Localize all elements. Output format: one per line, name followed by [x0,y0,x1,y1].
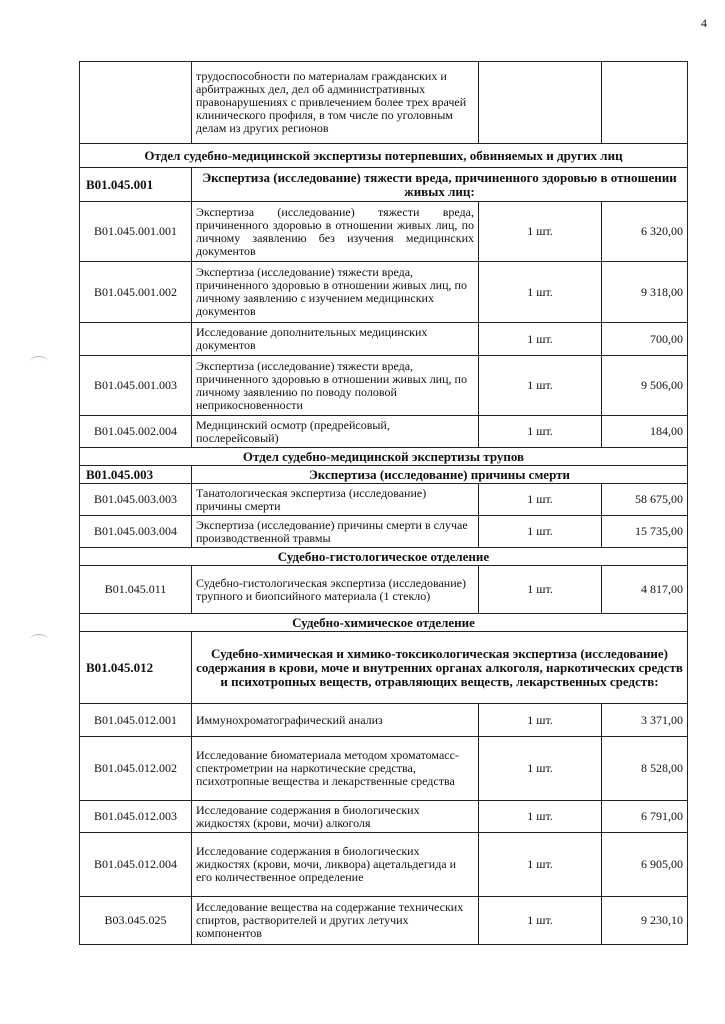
unit-cell: 1 шт. [479,704,602,737]
service-description: Исследование биоматериала методом хроматомасс-спектрометрии на наркотические средства, психотропные вещества и лекарственные средства [192,737,479,801]
punch-hole-mark [30,356,48,367]
table-row [80,833,688,897]
price-cell: 184,00 [602,416,688,448]
page-number: 4 [701,16,707,30]
service-description: Судебно-гистологическая экспертиза (исследование) трупного и биопсийного материала (1 стекло) [192,566,479,614]
unit-cell: 1 шт. [479,202,602,262]
service-description: трудоспособности по материалам гражданских и арбитражных дел, дел об административных правонарушениях с привлечением более трех врачей клинического профиля, в том числе по уголовным делам из других регионов [192,62,479,144]
group-header [80,632,688,704]
department-title: Судебно-гистологическое отделение [80,548,688,566]
table-row [80,356,688,416]
price-cell: 58 675,00 [602,484,688,516]
service-code: В01.045.003.004 [80,516,192,548]
unit-cell: 1 шт. [479,416,602,448]
group-code: В01.045.003 [80,466,192,484]
unit-cell: 1 шт. [479,516,602,548]
price-cell: 6 791,00 [602,801,688,833]
table-row [80,566,688,614]
service-description: Исследование содержания в биологических жидкостях (крови, мочи) алкоголя [192,801,479,833]
unit-cell: 1 шт. [479,356,602,416]
price-cell: 3 371,00 [602,704,688,737]
service-description: Танатологическая экспертиза (исследование) причины смерти [192,484,479,516]
unit-cell: 1 шт. [479,566,602,614]
service-code [80,323,192,356]
service-description: Экспертиза (исследование) причины смерти в случае производственной травмы [192,516,479,548]
table-row [80,262,688,323]
service-description: Экспертиза (исследование) тяжести вреда, причиненного здоровью в отношении живых лиц, по личному заявлению с изучением медицинских документов [192,262,479,323]
service-code: В01.045.002.004 [80,416,192,448]
service-description: Экспертиза (исследование) тяжести вреда, причиненного здоровью в отношении живых лиц, по личному заявлению без изучения медицинских документов [192,202,479,262]
table-row [80,516,688,548]
table-row [80,484,688,516]
group-title: Судебно-химическая и химико-токсикологическая экспертиза (исследование) содержания в крови, моче и внутренних органах алкоголя, наркотических средств и психотропных веществ, отравляющих веществ, лекарственных средств: [192,632,688,704]
service-description: Иммунохроматографический анализ [192,704,479,737]
service-code: В01.045.012.001 [80,704,192,737]
table-row [80,416,688,448]
group-header [80,168,688,202]
unit-cell: 1 шт. [479,833,602,897]
price-list-table [79,61,688,945]
group-header [80,466,688,484]
unit-cell: 1 шт. [479,484,602,516]
service-code: В01.045.001.001 [80,202,192,262]
table-row [80,62,688,144]
service-code [80,62,192,144]
service-description: Медицинский осмотр (предрейсовый, послерейсовый) [192,416,479,448]
table-row [80,801,688,833]
group-title: Экспертиза (исследование) причины смерти [192,466,688,484]
price-cell: 8 528,00 [602,737,688,801]
service-description: Исследование дополнительных медицинских документов [192,323,479,356]
price-cell: 9 506,00 [602,356,688,416]
department-header [80,614,688,632]
service-description: Экспертиза (исследование) тяжести вреда, причиненного здоровью в отношении живых лиц, по личному заявлению по поводу половой неприкосновенности [192,356,479,416]
table-row [80,704,688,737]
service-code: В01.045.011 [80,566,192,614]
service-description: Исследование содержания в биологических жидкостях (крови, мочи, ликвора) ацетальдегида и его количественное определение [192,833,479,897]
price-cell: 700,00 [602,323,688,356]
price-cell: 15 735,00 [602,516,688,548]
punch-hole-mark [30,634,48,645]
service-code: В01.045.003.003 [80,484,192,516]
service-code: В01.045.012.003 [80,801,192,833]
department-title: Отдел судебно-медицинской экспертизы трупов [80,448,688,466]
service-code: В01.045.012.004 [80,833,192,897]
group-code: В01.045.001 [80,168,192,202]
group-code: В01.045.012 [80,632,192,704]
service-code: В01.045.001.002 [80,262,192,323]
service-description: Исследование вещества на содержание технических спиртов, растворителей и других летучих компонентов [192,897,479,945]
service-code: В01.045.012.002 [80,737,192,801]
price-cell: 9 318,00 [602,262,688,323]
price-cell: 6 905,00 [602,833,688,897]
price-cell: 9 230,10 [602,897,688,945]
department-title: Судебно-химическое отделение [80,614,688,632]
table-row [80,897,688,945]
service-code: В03.045.025 [80,897,192,945]
unit-cell: 1 шт. [479,737,602,801]
unit-cell: 1 шт. [479,323,602,356]
unit-cell [479,62,602,144]
price-cell: 4 817,00 [602,566,688,614]
price-cell [602,62,688,144]
service-code: В01.045.001.003 [80,356,192,416]
department-header [80,144,688,168]
table-row [80,737,688,801]
price-cell: 6 320,00 [602,202,688,262]
department-header [80,448,688,466]
group-title: Экспертиза (исследование) тяжести вреда, причиненного здоровью в отношении живых лиц: [192,168,688,202]
table-row [80,202,688,262]
unit-cell: 1 шт. [479,262,602,323]
department-title: Отдел судебно-медицинской экспертизы потерпевших, обвиняемых и других лиц [80,144,688,168]
department-header [80,548,688,566]
unit-cell: 1 шт. [479,897,602,945]
table-row [80,323,688,356]
unit-cell: 1 шт. [479,801,602,833]
